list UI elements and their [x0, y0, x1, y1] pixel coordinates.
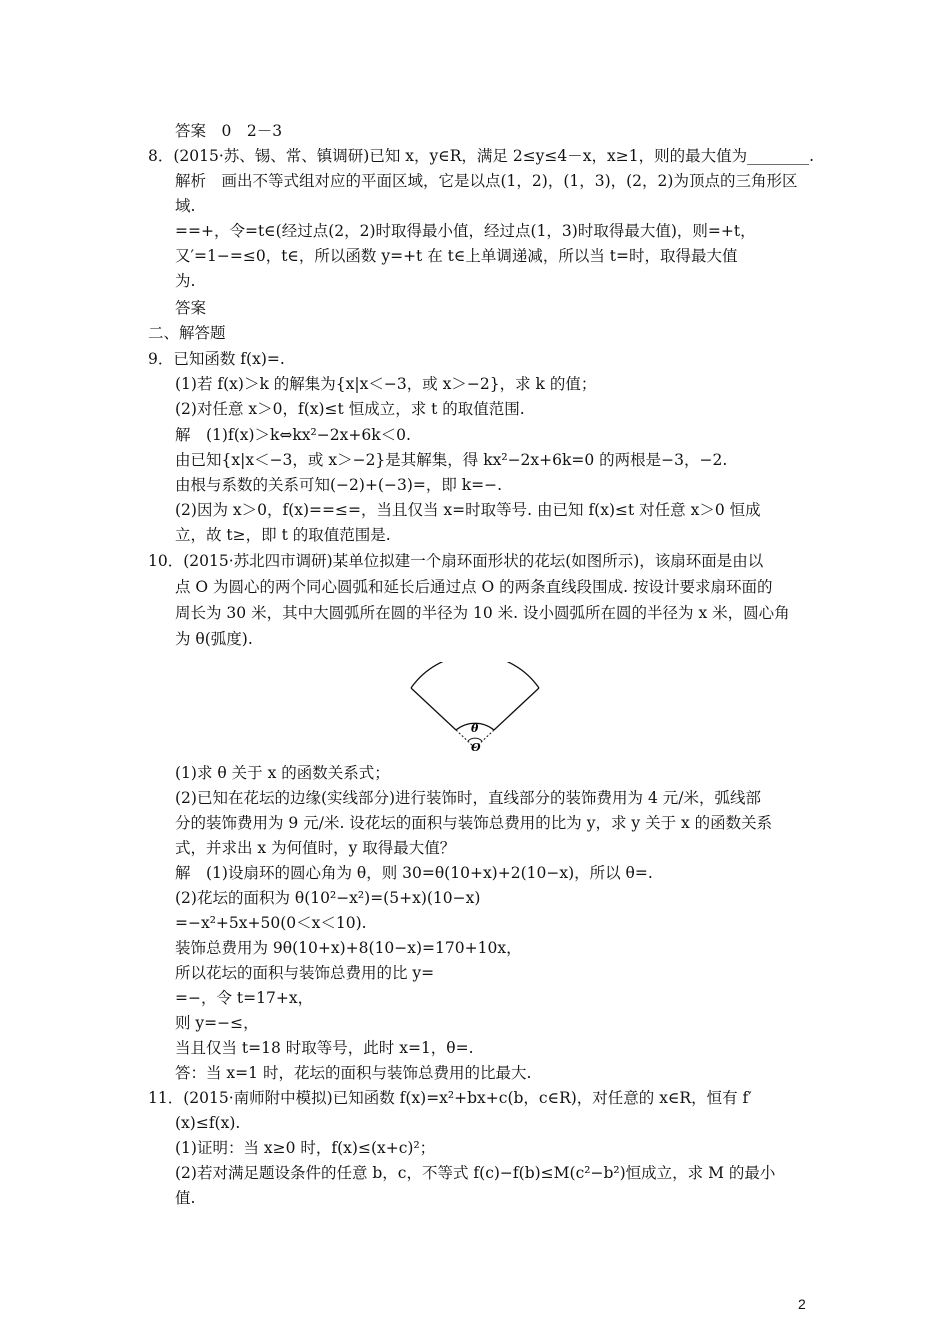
- solution-8-line-1: 解析 画出不等式组对应的平面区域，它是以点(1，2)，(1，3)，(2，2)为顶点的三角形区: [175, 172, 798, 190]
- problem-9-part-1: (1)若 f(x)＞k 的解集为{x|x＜−3，或 x＞−2}，求 k 的值；: [175, 375, 597, 393]
- problem-10-line-4: 为 θ(弧度).: [175, 630, 253, 648]
- problem-10-part-2-line-2: 分的装饰费用为 9 元/米. 设花坛的面积与装饰总费用的比为 y，求 y 关于 x 的函数关系: [175, 814, 773, 832]
- problem-9-stem: 9．已知函数 f(x)=.: [148, 350, 285, 368]
- problem-10-part-2-line-3: 式，并求出 x 为何值时，y 取得最大值？: [175, 839, 456, 857]
- solution-10-line-8: 当且仅当 t=18 时取等号，此时 x=1，θ=.: [175, 1039, 474, 1057]
- solution-10-line-7: 则 y=−≤，: [175, 1014, 259, 1032]
- solution-10-line-6: =−，令 t=17+x，: [175, 989, 314, 1007]
- solution-9-line-2: 由已知{x|x＜−3，或 x＞−2}是其解集，得 kx²−2x+6k=0 的两根是−3，−2.: [175, 451, 728, 469]
- outer-arc: [411, 662, 539, 688]
- solution-10-line-2: (2)花坛的面积为 θ(10²−x²)=(5+x)(10−x): [175, 889, 481, 907]
- problem-10-part-2-line-1: (2)已知在花坛的边缘(实线部分)进行装饰时，直线部分的装饰费用为 4 元/米，弧线部: [175, 789, 761, 807]
- problem-10-part-1: (1)求 θ 关于 x 的函数关系式；: [175, 764, 390, 782]
- page-number: 2: [798, 1296, 806, 1312]
- solution-9-line-4: (2)因为 x＞0，f(x)==≤=，当且仅当 x=时取等号. 由已知 f(x)≤t 对任意 x＞0 恒成: [175, 501, 761, 519]
- problem-11-line-1: 11．(2015·南师附中模拟)已知函数 f(x)=x²+bx+c(b，c∈R)，对任意的 x∈R，恒有 f′: [148, 1089, 752, 1107]
- problem-10-line-3: 周长为 30 米，其中大圆弧所在圆的半径为 10 米. 设小圆弧所在圆的半径为 x 米，圆心角: [175, 604, 790, 622]
- answer-line-7: 答案 0 2－3: [175, 122, 283, 140]
- right-radius-segment: [494, 688, 539, 730]
- angle-label: θ: [471, 722, 479, 735]
- center-label: O: [471, 741, 481, 752]
- left-radius-segment: [411, 688, 456, 730]
- problem-11-part-2-line-2: 值.: [175, 1189, 196, 1207]
- solution-9-line-1: 解 (1)f(x)＞k⇔kx²−2x+6k＜0.: [175, 426, 411, 444]
- solution-10-line-4: 装饰总费用为 9θ(10+x)+8(10−x)=170+10x，: [175, 939, 522, 957]
- problem-10-line-1: 10．(2015·苏北四市调研)某单位拟建一个扇环面形状的花坛(如图所示)，该扇环面是由以: [148, 552, 764, 570]
- solution-10-line-3: =−x²+5x+50(0＜x＜10).: [175, 914, 367, 932]
- solution-10-conclusion: 答：当 x=1 时，花坛的面积与装饰总费用的比最大.: [175, 1064, 532, 1082]
- solution-8-line-5: 为.: [175, 272, 196, 290]
- problem-8-stem: 8．(2015·苏、锡、常、镇调研)已知 x，y∈R，满足 2≤y≤4－x，x≥1，则的最大值为________.: [148, 147, 815, 165]
- solution-10-line-5: 所以花坛的面积与装饰总费用的比 y=: [175, 964, 435, 982]
- solution-8-line-3: ==+，令=t∈(经过点(2，2)时取得最小值，经过点(1，3)时取得最大值)，则=+t，: [175, 222, 756, 240]
- problem-9-part-2: (2)对任意 x＞0，f(x)≤t 恒成立，求 t 的取值范围.: [175, 400, 525, 418]
- solution-10-line-1: 解 (1)设扇环的圆心角为 θ，则 30=θ(10+x)+2(10−x)，所以 θ=.: [175, 864, 653, 882]
- section-heading: 二、解答题: [148, 324, 226, 342]
- answer-line-8: 答案: [175, 299, 207, 317]
- problem-11-part-1: (1)证明：当 x≥0 时，f(x)≤(x+c)²；: [175, 1139, 436, 1157]
- solution-8-line-4: 又′=1−=≤0，t∈，所以函数 y=+t 在 t∈上单调递减，所以当 t=时，取得最大值: [175, 247, 738, 265]
- sector-annulus-figure: [405, 662, 545, 752]
- problem-11-part-2-line-1: (2)若对满足题设条件的任意 b，c，不等式 f(c)−f(b)≤M(c²−b²)恒成立，求 M 的最小: [175, 1164, 776, 1182]
- problem-10-line-2: 点 O 为圆心的两个同心圆弧和延长后通过点 O 的两条直线段围成. 按设计要求扇环面的: [175, 578, 773, 596]
- solution-8-line-2: 域.: [175, 197, 196, 215]
- solution-9-line-5: 立，故 t≥，即 t 的取值范围是.: [175, 526, 391, 544]
- solution-9-line-3: 由根与系数的关系可知(−2)+(−3)=，即 k=−.: [175, 476, 503, 494]
- problem-11-line-2: (x)≤f(x).: [175, 1114, 241, 1132]
